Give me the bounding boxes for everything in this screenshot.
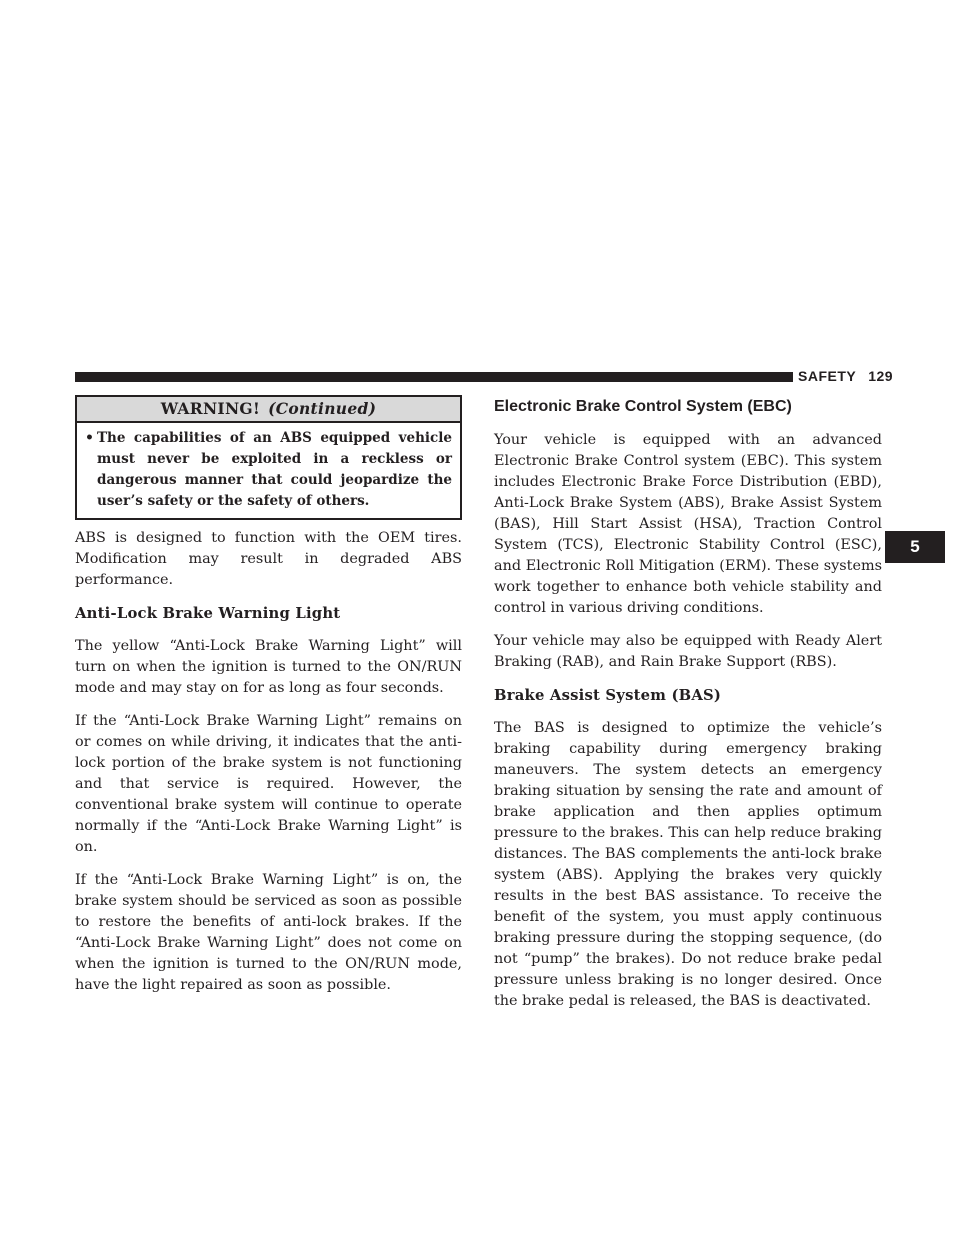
left-column [75,395,462,1008]
warning-light-startup-paragraph: The yellow “Anti-Lock Brake Warning Light” will turn on when the ignition is turned to the ON/RUN mode and may stay on for as long as four seconds. [75,638,462,696]
ebc-optional-features-paragraph: Your vehicle may also be equipped with Ready Alert Braking (RAB), and Rain Brake Support (RBS). [494,633,882,670]
warning-light-remains-paragraph: If the “Anti-Lock Brake Warning Light” remains on or comes on while driving, it indicates that the anti-lock portion of the brake system is not functioning and that service is required. However, the conventional brake system will continue to operate normally if the “Anti-Lock Brake Warning Light” is on. [75,713,462,855]
warning-body [77,423,460,518]
running-header [798,368,893,384]
page-number: 129 [868,368,894,384]
warning-bullet [85,428,452,512]
ebc-intro-paragraph: Your vehicle is equipped with an advanced Electronic Brake Control system (EBC). This system includes Electronic Brake Force Distribution (EBD), Anti-Lock Brake System (ABS), Brake Assist System (BAS), Hill Start Assist (HSA), Traction Control System (TCS), Electronic Stability Control (ESC), and Electronic Roll Mitigation (ERM). These systems work together to enhance both vehicle stability and control in various driving conditions. [494,432,882,616]
right-column [494,395,882,1024]
header-rule [75,372,793,382]
warning-light-service-paragraph: If the “Anti-Lock Brake Warning Light” is on, the brake system should be serviced as soon as possible to restore the benefits of anti-lock brakes. If the “Anti-Lock Brake Warning Light” does not come on when the ignition is turned to the ON/RUN mode, have the light repaired as soon as possible. [75,872,462,993]
warning-continued: (Continued) [268,399,377,418]
warning-box [75,395,462,520]
abs-tires-paragraph: ABS is designed to function with the OEM tires. Modification may result in degraded ABS performance. [75,530,462,588]
abs-warning-light-heading: Anti-Lock Brake Warning Light [75,605,341,622]
warning-bullet-text: The capabilities of an ABS equipped vehicle must never be exploited in a reckless or dangerous manner that could jeopardize the user’s safety or the safety of others. [97,430,452,509]
bullet-icon: • [85,430,94,446]
chapter-number: 5 [910,537,920,556]
header-section: SAFETY [798,368,857,384]
warning-title: WARNING! [160,399,261,418]
warning-header [77,397,460,423]
bas-heading: Brake Assist System (BAS) [494,687,722,704]
bas-description-paragraph: The BAS is designed to optimize the vehicle’s braking capability during emergency braking maneuvers. The system detects an emergency braking situation by sensing the rate and amount of brake application and then applies optimum pressure to the brakes. This can help reduce braking distances. The BAS complements the anti-lock brake system (ABS). Applying the brakes very quickly results in the best BAS assistance. To receive the benefit of the system, you must apply continuous braking pressure during the stopping sequence, (do not “pump” the brakes). Do not reduce brake pedal pressure unless braking is no longer desired. Once the brake pedal is released, the BAS is deactivated. [494,720,882,1009]
ebc-section-title: Electronic Brake Control System (EBC) [494,398,792,415]
chapter-tab [885,531,945,563]
